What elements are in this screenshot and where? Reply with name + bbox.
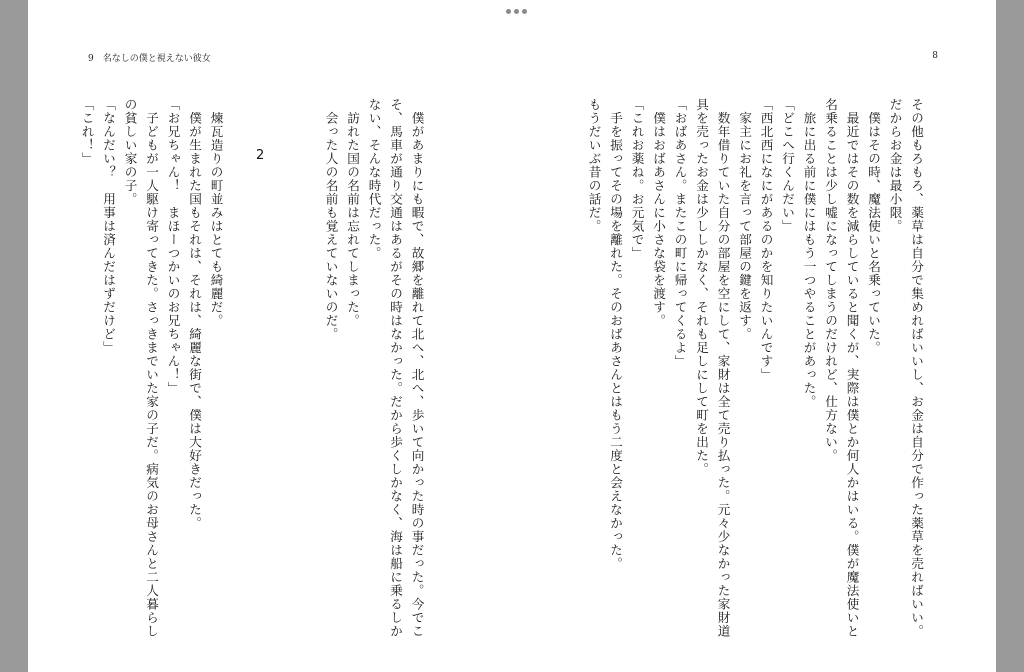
dot	[514, 9, 519, 14]
page-number-right: 8	[932, 51, 938, 61]
text-line: ない、そんな時代だった。	[366, 98, 382, 260]
dot	[522, 9, 527, 14]
text-line: 手を振ってその場を離れた。そのおばあさんとはもう二度と会えなかった。	[608, 98, 623, 571]
text-line: 名乗ることは少し嘘になってしまうのだけれど、仕方ない。	[823, 98, 838, 463]
text-line: もうだいぶ昔の話だ。	[586, 98, 602, 233]
text-line: 家主にお礼を言って部屋の鍵を返す。	[737, 98, 752, 341]
dot	[506, 9, 511, 14]
text-line: 「これお薬ね。お元気で」	[629, 98, 645, 260]
text-line: 会った人の名前も覚えていないのだ。	[323, 98, 339, 341]
right-page-text	[583, 98, 927, 650]
more-dots-icon[interactable]	[498, 4, 534, 18]
text-line: 僕はその時、魔法使いと名乗っていた。	[866, 98, 881, 355]
text-line: の貧しい家の子。	[122, 98, 138, 206]
text-line: 煉瓦造りの町並みはとても綺麗だ。	[208, 98, 224, 328]
text-line: 「どこへ行くんだい」	[780, 98, 795, 233]
text-line: 「なんだい？ 用事は済んだはずだけど」	[101, 98, 116, 355]
text-line: 子どもが一人駆け寄ってきた。さっきまでいた家の子だ。病気のお母さんと二人暮らし	[144, 98, 159, 638]
text-line: 僕はおばあさんに小さな袋を渡す。	[651, 98, 666, 328]
text-line: 「これ！」	[79, 98, 95, 166]
text-line: 具を売ったお金は少ししかなく、それも足しにして町を出た。	[694, 98, 709, 476]
running-header-left: 9 名なしの僕と視えない彼女	[88, 54, 211, 64]
left-page-section-2	[76, 98, 227, 650]
text-line: 数年借りていた自分の部屋を空にして、家財は全て売り払った。元々少なかった家財道	[715, 98, 731, 638]
text-line: 「お兄ちゃん！ まほーつかいのお兄ちゃん！」	[165, 98, 181, 395]
text-line: 最近ではその数を減らしていると聞くが、実際は僕とか何人かはいる。僕が魔法使いと	[844, 98, 860, 638]
text-line: 「西北西になにがあるのかを知りたいんです」	[758, 98, 774, 382]
text-line: 旅に出る前に僕にはもう一つやることがあった。	[801, 98, 817, 409]
text-line: 僕が生まれた国もそれは、それは、綺麗な街で、僕は大好きだった。	[187, 98, 202, 530]
text-line: 「おばあさん。またこの町に帰ってくるよ」	[672, 98, 688, 368]
text-line: だからお金は最小限。	[887, 98, 903, 233]
text-line: 僕があまりにも暇で、故郷を離れて北へ、北へ、歩いて向かった時の事だった。今でこ	[409, 98, 425, 638]
left-page-section-1	[320, 98, 428, 650]
text-line: 訪れた国の名前は忘れてしまった。	[345, 98, 360, 328]
text-line: その他もろもろ、薬草は自分で集めればいいし、お金は自分で作った薬草を売ればいい。	[909, 98, 924, 638]
chapter-number: 2	[256, 148, 265, 163]
book-spread	[28, 0, 996, 672]
text-line: そ、馬車が通り交通はあるがその時はなかった。だから歩くしかなく、海は船に乗るしか	[388, 98, 403, 638]
